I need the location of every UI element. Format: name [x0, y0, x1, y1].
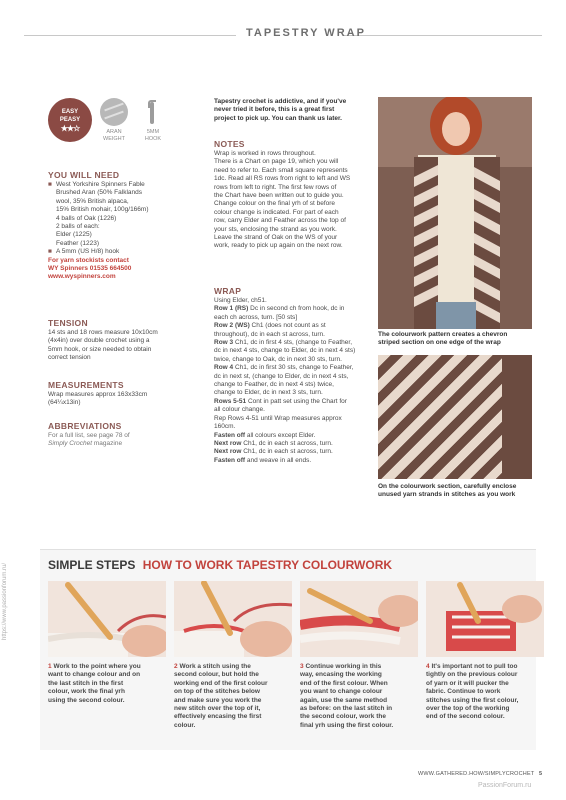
pattern-line: change to Feather, dc in next 4 sts) twice,: [214, 381, 334, 389]
bullet-icon: ■: [48, 181, 52, 188]
intro-text: Tapestry crochet is addictive, and if you've never tried it before, this is a great first project to pick up. You can thank us later.: [214, 98, 347, 122]
step-2-photo: [174, 581, 292, 657]
step-4-text: 4 It's important not to pull too tightly on the previous colour of yarn or it will pucker the fabric. Continue to work stitches using the first colour, over the top of the working end of the second colour.: [426, 663, 519, 721]
materials-list: [48, 181, 208, 282]
pattern-line: Next row Ch1, dc in each st across, turn.: [214, 439, 333, 447]
pattern-line: Row 4 Ch1, dc in first 30 sts, change to Feather,: [214, 364, 354, 372]
stockists-info: For yarn stockists contact WY Spinners 01535 664500 www.wyspinners.com: [48, 257, 208, 282]
skill-stars-icon: ★★☆: [60, 124, 80, 133]
footer-url[interactable]: WWW.GATHERED.HOW/SIMPLYCROCHET: [418, 771, 535, 777]
side-watermark-url: https://www.passionforum.ru/: [2, 562, 8, 640]
measurements-text: Wrap measures approx 163x33cm (64¼x13in): [48, 391, 148, 407]
header-rule-left: [24, 35, 236, 36]
pattern-line: Row 3 Ch1, dc in first 4 sts, (change to Feather,: [214, 339, 353, 347]
you-will-need-heading: YOU WILL NEED: [48, 170, 120, 180]
crochet-hook-icon: [141, 98, 165, 126]
project-badges: [48, 98, 168, 150]
pattern-line: each ch across, turn. [50 sts]: [214, 313, 298, 321]
step-1-photo: [48, 581, 166, 657]
measurements-heading: MEASUREMENTS: [48, 380, 124, 390]
step-2-text: 2 Work a stitch using the second colour, but hold the working end of the first colour on top of the stitches below and make sure you work the new stitch over the top of it, effectively encasing the first colour.: [174, 663, 268, 729]
watermark: PassionForum.ru: [478, 782, 532, 789]
pattern-line: Row 2 (WS) Ch1 (does not count as st: [214, 322, 326, 330]
pattern-line: Fasten off all colours except Elder.: [214, 431, 316, 439]
pattern-line: 160cm.: [214, 423, 236, 431]
pattern-line: Row 1 (RS) Dc in second ch from hook, dc in: [214, 305, 345, 313]
abbreviations-heading: ABBREVIATIONS: [48, 421, 122, 431]
pattern-line: change to Elder, dc in next 3 sts, turn.: [214, 389, 323, 397]
pattern-line: dc in next 4 sts, change to Elder, dc in next 4 sts): [214, 347, 356, 355]
main-photo-caption: The colourwork pattern creates a chevron striped section on one edge of the wrap: [378, 331, 508, 347]
notes-heading: NOTES: [214, 139, 245, 149]
yarn-ball-icon: [100, 98, 128, 126]
model-wearing-wrap-illustration: [378, 97, 532, 329]
pattern-line: all colour change.: [214, 406, 265, 414]
page-footer: [418, 771, 542, 777]
stockists-link[interactable]: www.wyspinners.com: [48, 273, 116, 281]
material-item-hook: ■ A 5mm (US H/8) hook: [48, 248, 120, 256]
abbreviations-text: For a full list, see page 78 of Simply Crochet magazine: [48, 432, 130, 448]
tension-section: [48, 318, 208, 363]
detail-photo-caption: On the colourwork section, carefully enclose unused yarn strands in stitches as you work: [378, 483, 517, 499]
pattern-line: Fasten off and weave in all ends.: [214, 456, 312, 464]
measurements-section: [48, 380, 208, 408]
notes-text: Wrap is worked in rows throughout. There is a Chart on page 19, which you will need to refer to. Each small square represents 1dc. Read all RS rows from right to left and WS rows from left to right. The first few rows of the Chart have been written out to guide you. Change colour on the final yrh of st before colour change is indicated. For part of each row, carry Elder and Feather across the top of your sts, enclosing the strand as you work. Leave the strand of Oak on the WS of your work, ready to pick up again on the next row.: [214, 150, 351, 250]
step-3-text: 3 Continue working in this way, encasing the working end of the first colour. When you want to change colour again, use the same method as before: on the last stitch in the second colour, work the final yrh using the first colour.: [300, 663, 394, 729]
step-3-photo: [300, 581, 418, 657]
pattern-line: dc in next st, (change to Elder, dc in next 4 sts,: [214, 372, 349, 380]
skill-badge: [48, 98, 92, 142]
notes-section: [214, 139, 374, 251]
you-will-need-section: [48, 170, 208, 282]
wrap-pattern: [214, 297, 374, 465]
wrap-heading: WRAP: [214, 286, 242, 296]
skill-line2: PEASY: [59, 117, 81, 123]
abbreviations-section: [48, 421, 208, 449]
pattern-line: Next row Ch1, dc in each st across, turn.: [214, 448, 333, 456]
simple-steps-title: SIMPLE STEPS HOW TO WORK TAPESTRY COLOURWORK: [48, 558, 393, 572]
colourwork-detail-photo: [378, 355, 532, 479]
pattern-line: throughout), dc in each st across, turn.: [214, 330, 325, 338]
wrap-section: [214, 286, 374, 465]
tension-text: 14 sts and 18 rows measure 10x10cm (4x4in) over double crochet using a 5mm hook, or size needed to obtain correct tension: [48, 329, 158, 362]
pattern-line: Rows 5-51 Cont in patt set using the Chart for: [214, 397, 347, 405]
yarn-weight-label: ARAN WEIGHT: [103, 129, 125, 142]
page-number: 5: [539, 771, 543, 777]
step-1-text: 1 Work to the point where you want to change colour and on the last stitch in the first colour, work the final yrh using the second colour.: [48, 663, 141, 704]
material-item-yarn: ■ West Yorkshire Spinners Fable Brushed Aran (50% Falklands wool, 35% British alpaca, 15% British mohair, 100g/166m) 4 balls of Oak (1226) 2 balls of each: Elder (1225) Feather (1223): [48, 181, 149, 247]
pattern-line: Rep Rows 4-51 until Wrap measures approx: [214, 414, 342, 422]
header-rule-right: [344, 35, 542, 36]
step-4-photo: [426, 581, 544, 657]
skill-line1: EASY: [61, 109, 79, 115]
pattern-line: Using Elder, ch51.: [214, 297, 267, 304]
tension-heading: TENSION: [48, 318, 88, 328]
bullet-icon: ■: [48, 248, 52, 256]
model-photo: [378, 97, 532, 329]
pattern-line: twice, change to Oak, dc in next 30 sts, turn.: [214, 355, 342, 363]
hook-size-label: 5MM HOOK: [144, 129, 162, 142]
page-header-title: TAPESTRY WRAP: [246, 27, 366, 39]
